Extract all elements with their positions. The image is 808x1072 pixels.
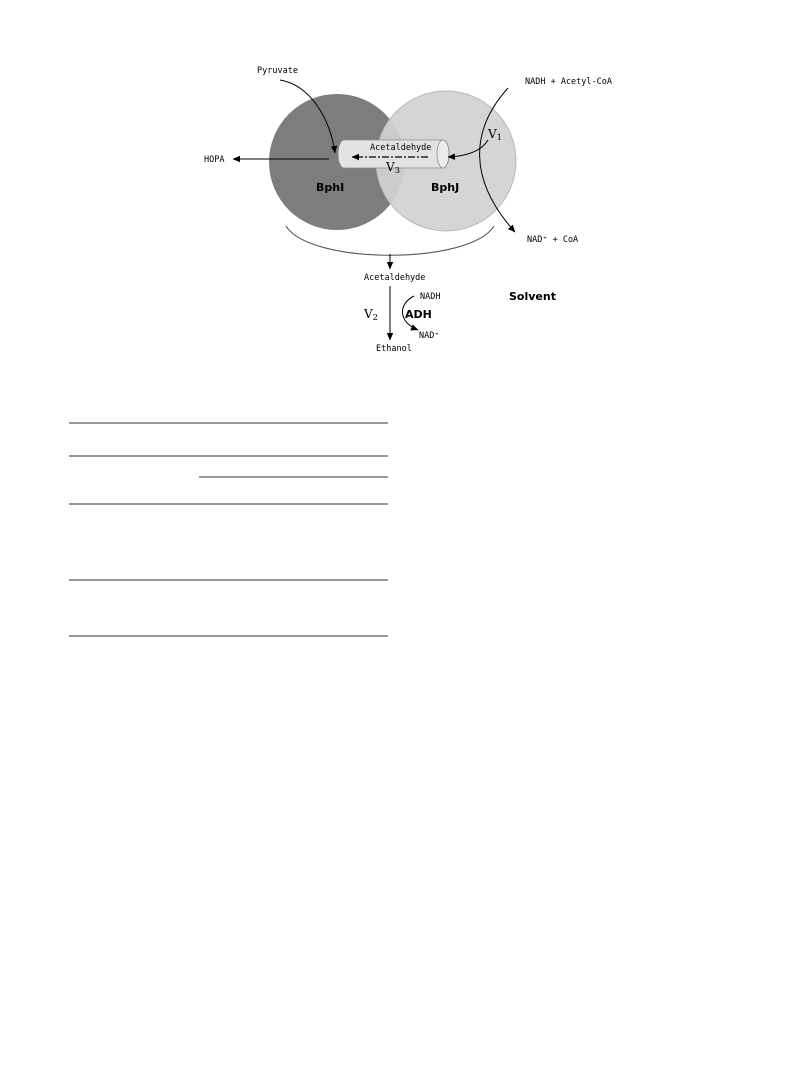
bphj-label: BphJ [431,181,460,194]
nad-label: NAD⁺ [419,331,440,341]
v3-label: V3 [386,160,401,176]
adh-label: ADH [405,308,432,321]
complex-bracket [286,226,494,255]
hopa-label: HOPA [204,155,225,165]
ethanol-label: Ethanol [376,344,412,354]
bphi-label: BphI [316,181,345,194]
free-acetaldehyde-label: Acetaldehyde [364,273,426,283]
solvent-label: Solvent [509,290,556,303]
nadh-acetylcoa-label: NADH + Acetyl-CoA [525,77,612,87]
nad-coa-label: NAD⁺ + CoA [527,235,579,245]
pyruvate-label: Pyruvate [257,66,298,76]
tunnel-acetaldehyde-label: Acetaldehyde [370,143,432,153]
empty-table [69,423,388,636]
v1-label: V1 [488,127,503,143]
nadh-label: NADH [420,292,441,302]
v2-label: V2 [364,307,379,323]
